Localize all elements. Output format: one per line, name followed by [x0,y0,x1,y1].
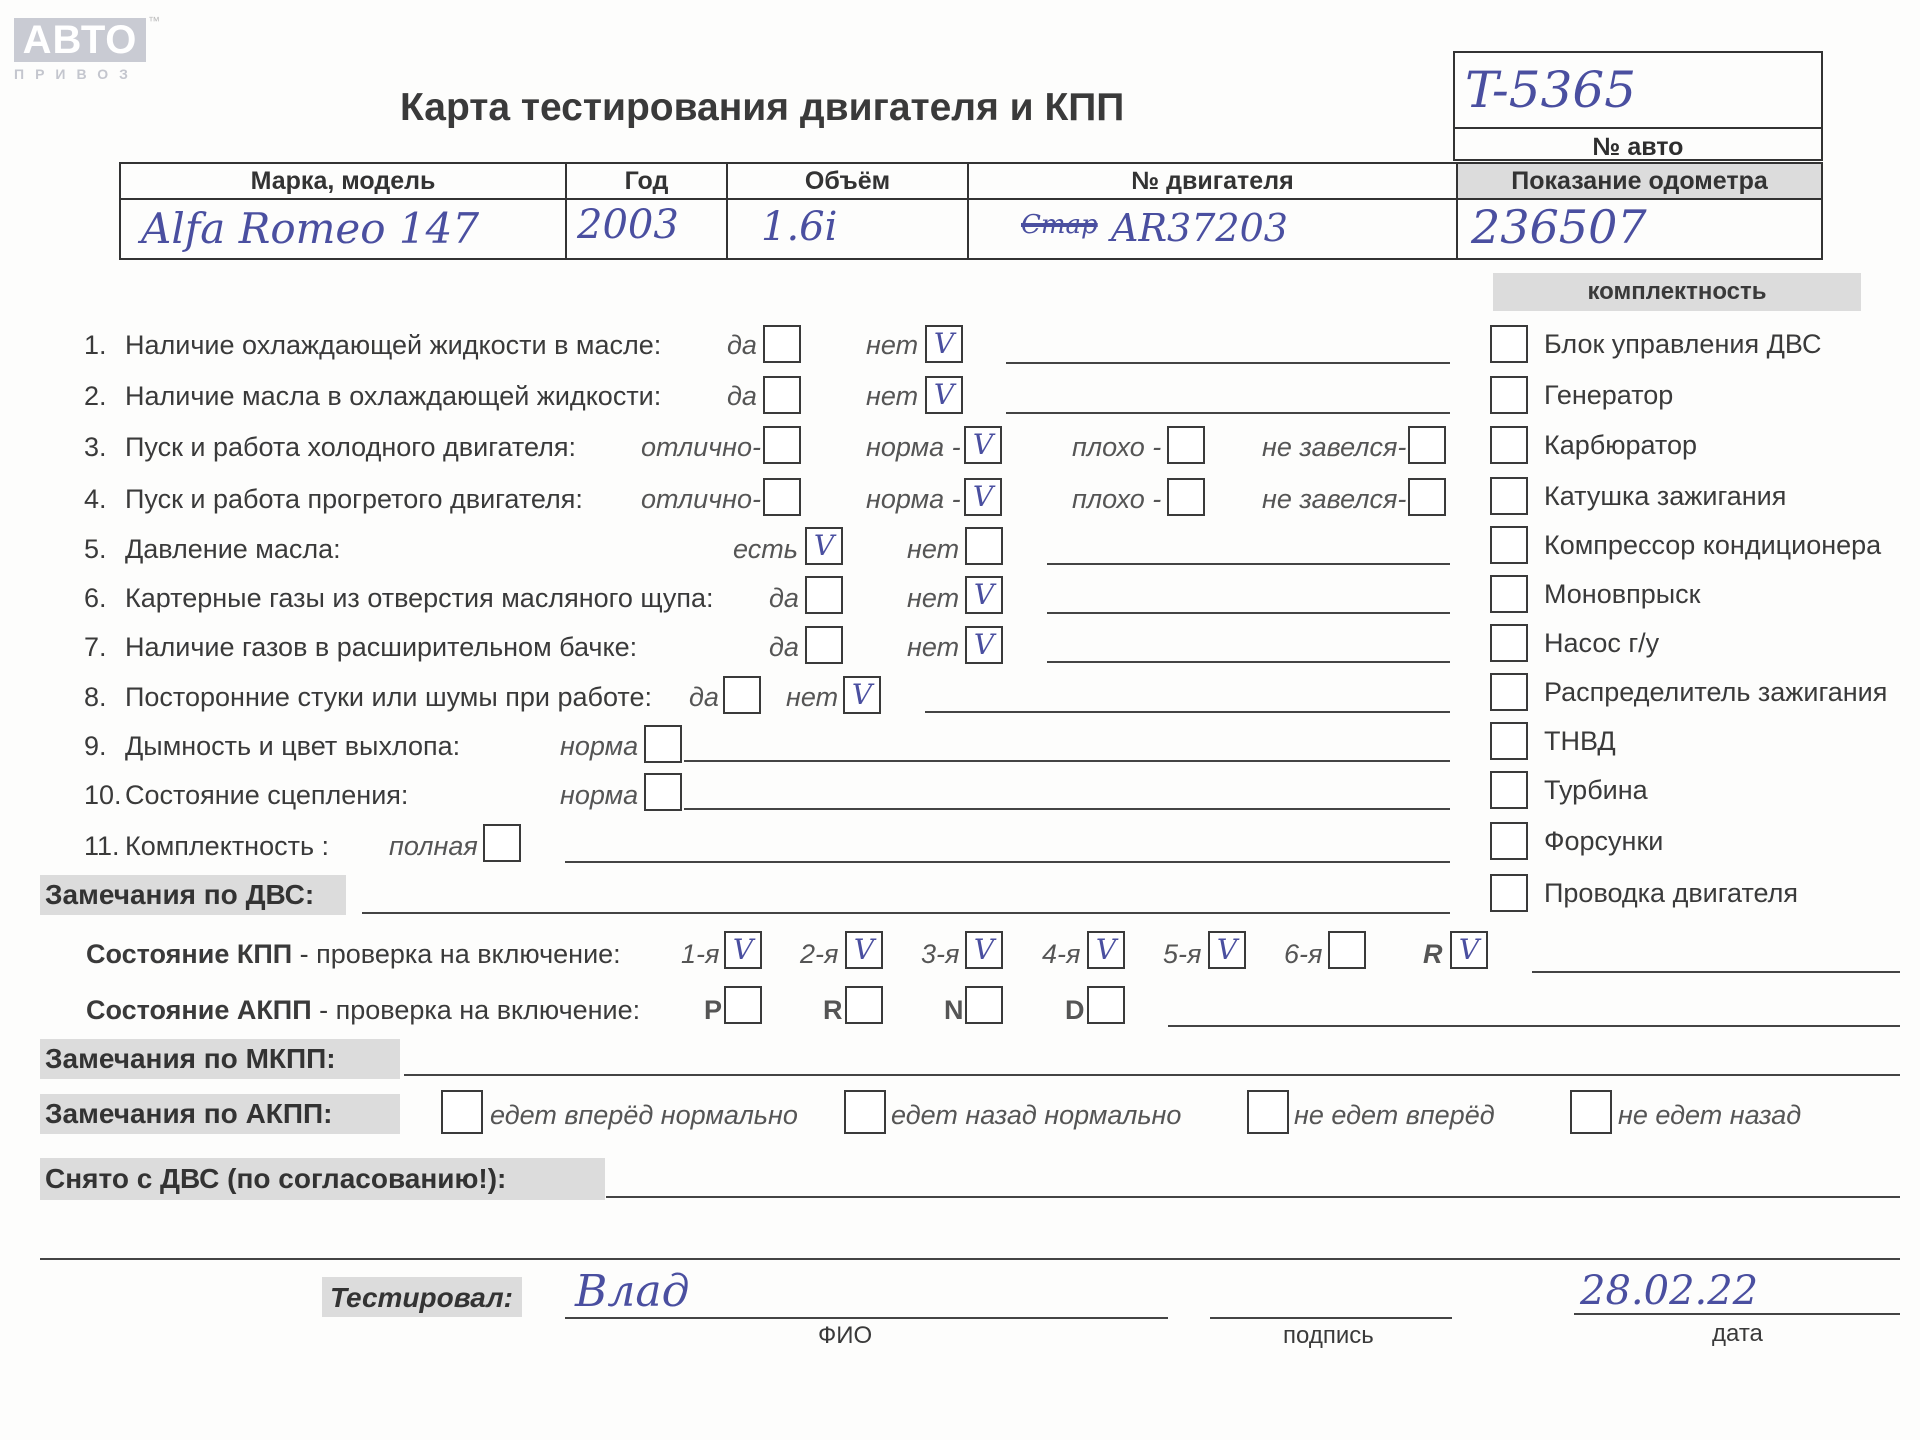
check-label: Пуск и работа прогретого двигателя: [125,484,583,514]
completeness-item: Блок управления ДВС [1544,329,1822,359]
fill-line [1168,1025,1900,1027]
check-num: 5. [84,534,107,564]
check-num: 10. [84,780,122,810]
check-label: Наличие охлаждающей жидкости в масле: [125,330,662,360]
check-label: Наличие газов в расширительном бачке: [125,632,638,662]
gear-checkbox[interactable] [965,931,1003,969]
check-num: 3. [84,432,107,462]
mode-checkbox[interactable] [965,986,1003,1024]
akpp-remark-checkbox[interactable] [1570,1090,1612,1134]
gear-label: 6-я [1284,939,1323,969]
gear-checkbox[interactable] [1328,931,1366,969]
option-label: есть [733,534,798,564]
mode-label: P [704,995,723,1025]
checkbox[interactable] [925,325,963,363]
check-mark: V [972,480,994,513]
car-number-value: T-5365 [1465,61,1637,119]
check-mark: V [972,428,994,461]
akpp-label [86,995,640,1026]
tested-signature-caption: подпись [1283,1322,1374,1349]
option-label: да [769,583,799,613]
page-title: Карта тестирования двигателя и КПП [400,86,1125,129]
check-mark: V [732,933,754,966]
checkbox[interactable] [965,626,1003,664]
fill-line [606,1196,1900,1198]
logo-tm: ™ [148,14,160,28]
gear-label: 5-я [1163,939,1202,969]
completeness-item: Турбина [1544,775,1648,805]
check-label: Пуск и работа холодного двигателя: [125,432,576,462]
akpp-remark-checkbox[interactable] [1247,1090,1289,1134]
removed-label: Снято с ДВС (по согласованию!): [45,1163,507,1194]
year-value: 2003 [577,202,679,248]
mode-label: N [944,995,964,1025]
logo-main: АВТО [14,18,146,62]
engine-struck-value: Стар [1021,210,1098,240]
gear-checkbox[interactable] [1087,931,1125,969]
option-label: нет [866,330,919,360]
option-label: не завелся- [1262,432,1407,462]
divider [1455,127,1821,129]
fill-line [1532,971,1900,973]
checkbox[interactable] [805,576,843,614]
check-mark: V [1216,933,1238,966]
check-mark: V [973,628,995,661]
akpp-label-bold: Состояние АКПП [86,995,312,1025]
check-mark: V [933,327,955,360]
option-label: не завелся- [1262,484,1407,514]
option-label: да [689,682,719,712]
fill-line [1210,1317,1452,1319]
tested-date-caption: дата [1712,1320,1763,1347]
header-year: Год [624,167,669,195]
gear-checkbox[interactable] [1208,931,1246,969]
check-num: 4. [84,484,107,514]
gear-label: 4-я [1042,939,1081,969]
completeness-item: Форсунки [1544,826,1664,856]
car-number-label: № авто [1592,133,1684,161]
option-label: да [769,632,799,662]
odometer-value: 236507 [1471,200,1647,254]
fill-line [1006,362,1450,364]
checkbox[interactable] [1408,478,1446,516]
completeness-checkbox[interactable] [1490,376,1528,414]
option-label: плохо - [1072,432,1162,462]
logo-sub: ПРИВОЗ [14,66,139,82]
completeness-item: Распределитель зажигания [1544,677,1888,707]
completeness-item: Катушка зажигания [1544,481,1787,511]
check-mark: V [813,529,835,562]
check-num: 8. [84,682,107,712]
fill-line [565,1317,1168,1319]
kpp-label-bold: Состояние КПП [86,939,293,969]
checkbox[interactable] [965,576,1003,614]
akpp-label-rest: - проверка на включение: [311,995,641,1025]
mode-label: R [823,995,843,1025]
checkbox[interactable] [805,626,843,664]
vehicle-table [119,162,1823,260]
tested-name: Влад [575,1266,690,1317]
gear-label: 1-я [681,939,720,969]
check-mark: V [1095,933,1117,966]
check-mark: V [973,933,995,966]
check-num: 1. [84,330,107,360]
fill-line [40,1258,1900,1260]
check-label: Комплектность : [125,831,330,861]
gear-checkbox[interactable] [724,931,762,969]
completeness-checkbox[interactable] [1490,575,1528,613]
checkbox[interactable] [763,426,801,464]
option-label: норма [560,780,639,810]
completeness-checkbox[interactable] [1490,426,1528,464]
checkbox[interactable] [644,725,682,763]
option-label: полная [389,831,478,861]
fill-line [1574,1313,1900,1315]
completeness-item: Проводка двигателя [1544,878,1798,908]
tested-label: Тестировал: [330,1282,513,1313]
fill-line [1006,412,1450,414]
mode-checkbox[interactable] [724,986,762,1024]
fill-line [684,808,1450,810]
fill-line [1047,563,1450,565]
check-num: 9. [84,731,107,761]
akpp-remark-checkbox[interactable] [844,1090,886,1134]
option-label: нет [907,534,960,564]
completeness-item: Карбюратор [1544,430,1698,460]
checkbox[interactable] [723,676,761,714]
remarks-mkpp-label: Замечания по МКПП: [45,1043,336,1074]
gear-label: 3-я [921,939,960,969]
completeness-checkbox[interactable] [1490,722,1528,760]
option-label: нет [907,632,960,662]
completeness-checkbox[interactable] [1490,771,1528,809]
option-label: норма [560,731,639,761]
option-label: отлично- [641,484,761,514]
volume-value: 1.6i [761,204,838,250]
completeness-item: Насос г/у [1544,628,1660,658]
option-label: плохо - [1072,484,1162,514]
checkbox[interactable] [763,478,801,516]
remarks-akpp-label: Замечания по АКПП: [45,1098,333,1129]
checkbox[interactable] [644,773,682,811]
check-label: Дымность и цвет выхлопа: [125,731,461,761]
completeness-item: ТНВД [1544,726,1616,756]
fill-line [362,912,1450,914]
kpp-label-rest: - проверка на включение: [292,939,621,969]
check-label: Состояние сцепления: [125,780,409,810]
completeness-checkbox[interactable] [1490,526,1528,564]
option-label: норма - [866,484,961,514]
akpp-remark-label: не едет назад [1618,1100,1802,1130]
checkbox[interactable] [1167,478,1205,516]
fill-line [925,711,1450,713]
check-label: Наличие масла в охлаждающей жидкости: [125,381,662,411]
checkbox[interactable] [925,376,963,414]
completeness-checkbox[interactable] [1490,673,1528,711]
engine-value: AR37203 [1111,206,1288,250]
option-label: нет [907,583,960,613]
checkbox[interactable] [763,325,801,363]
completeness-checkbox[interactable] [1490,477,1528,515]
gear-checkbox[interactable] [845,931,883,969]
checkbox[interactable] [1167,426,1205,464]
completeness-title: комплектность [1587,278,1767,305]
checkbox[interactable] [763,376,801,414]
akpp-remark-checkbox[interactable] [441,1090,483,1134]
check-num: 2. [84,381,107,411]
car-number-box [1453,51,1823,161]
checkbox[interactable] [483,824,521,862]
mode-label: D [1065,995,1085,1025]
check-num: 7. [84,632,107,662]
tested-name-caption: ФИО [818,1322,873,1349]
header-volume: Объём [804,167,891,195]
option-label: нет [786,682,839,712]
fill-line [1047,661,1450,663]
check-mark: V [1458,933,1480,966]
mode-checkbox[interactable] [845,986,883,1024]
model-value: Alfa Romeo 147 [141,204,480,253]
checkbox[interactable] [843,676,881,714]
fill-line [404,1074,1900,1076]
option-label: да [727,330,757,360]
akpp-remark-label: едет назад нормально [891,1100,1182,1130]
completeness-checkbox[interactable] [1490,325,1528,363]
fill-line [1047,612,1450,614]
fill-line [565,861,1450,863]
completeness-checkbox[interactable] [1490,822,1528,860]
completeness-item: Моновпрыск [1544,579,1701,609]
logo [14,14,160,82]
checkbox[interactable] [805,527,843,565]
option-label: да [727,381,757,411]
option-label: отлично- [641,432,761,462]
checkbox[interactable] [1408,426,1446,464]
check-mark: V [973,578,995,611]
gear-label: 2-я [800,939,839,969]
tested-date: 28.02.22 [1580,1268,1759,1314]
completeness-checkbox[interactable] [1490,624,1528,662]
fill-line [684,760,1450,762]
checkbox[interactable] [965,527,1003,565]
completeness-item: Компрессор кондиционера [1544,530,1882,560]
akpp-remark-label: едет вперёд нормально [490,1100,798,1130]
option-label: нет [866,381,919,411]
check-label: Картерные газы из отверстия масляного щупа: [125,583,714,613]
checkbox[interactable] [964,426,1002,464]
header-engine: № двигателя [1131,167,1294,195]
akpp-remark-label: не едет вперёд [1294,1100,1495,1130]
check-mark: V [851,678,873,711]
check-mark: V [933,378,955,411]
kpp-label [86,939,621,970]
completeness-item: Генератор [1544,380,1674,410]
check-num: 11. [84,831,120,861]
option-label: норма - [866,432,961,462]
mode-checkbox[interactable] [1087,986,1125,1024]
checkbox[interactable] [964,478,1002,516]
check-label: Давление масла: [125,534,341,564]
check-num: 6. [84,583,107,613]
remarks-engine-label: Замечания по ДВС: [45,879,315,910]
header-odometer: Показание одометра [1511,167,1768,195]
check-label: Посторонние стуки или шумы при работе: [125,682,652,712]
gear-label: R [1423,939,1443,969]
completeness-checkbox[interactable] [1490,874,1528,912]
check-mark: V [853,933,875,966]
header-model: Марка, модель [250,167,436,195]
gear-checkbox[interactable] [1450,931,1488,969]
